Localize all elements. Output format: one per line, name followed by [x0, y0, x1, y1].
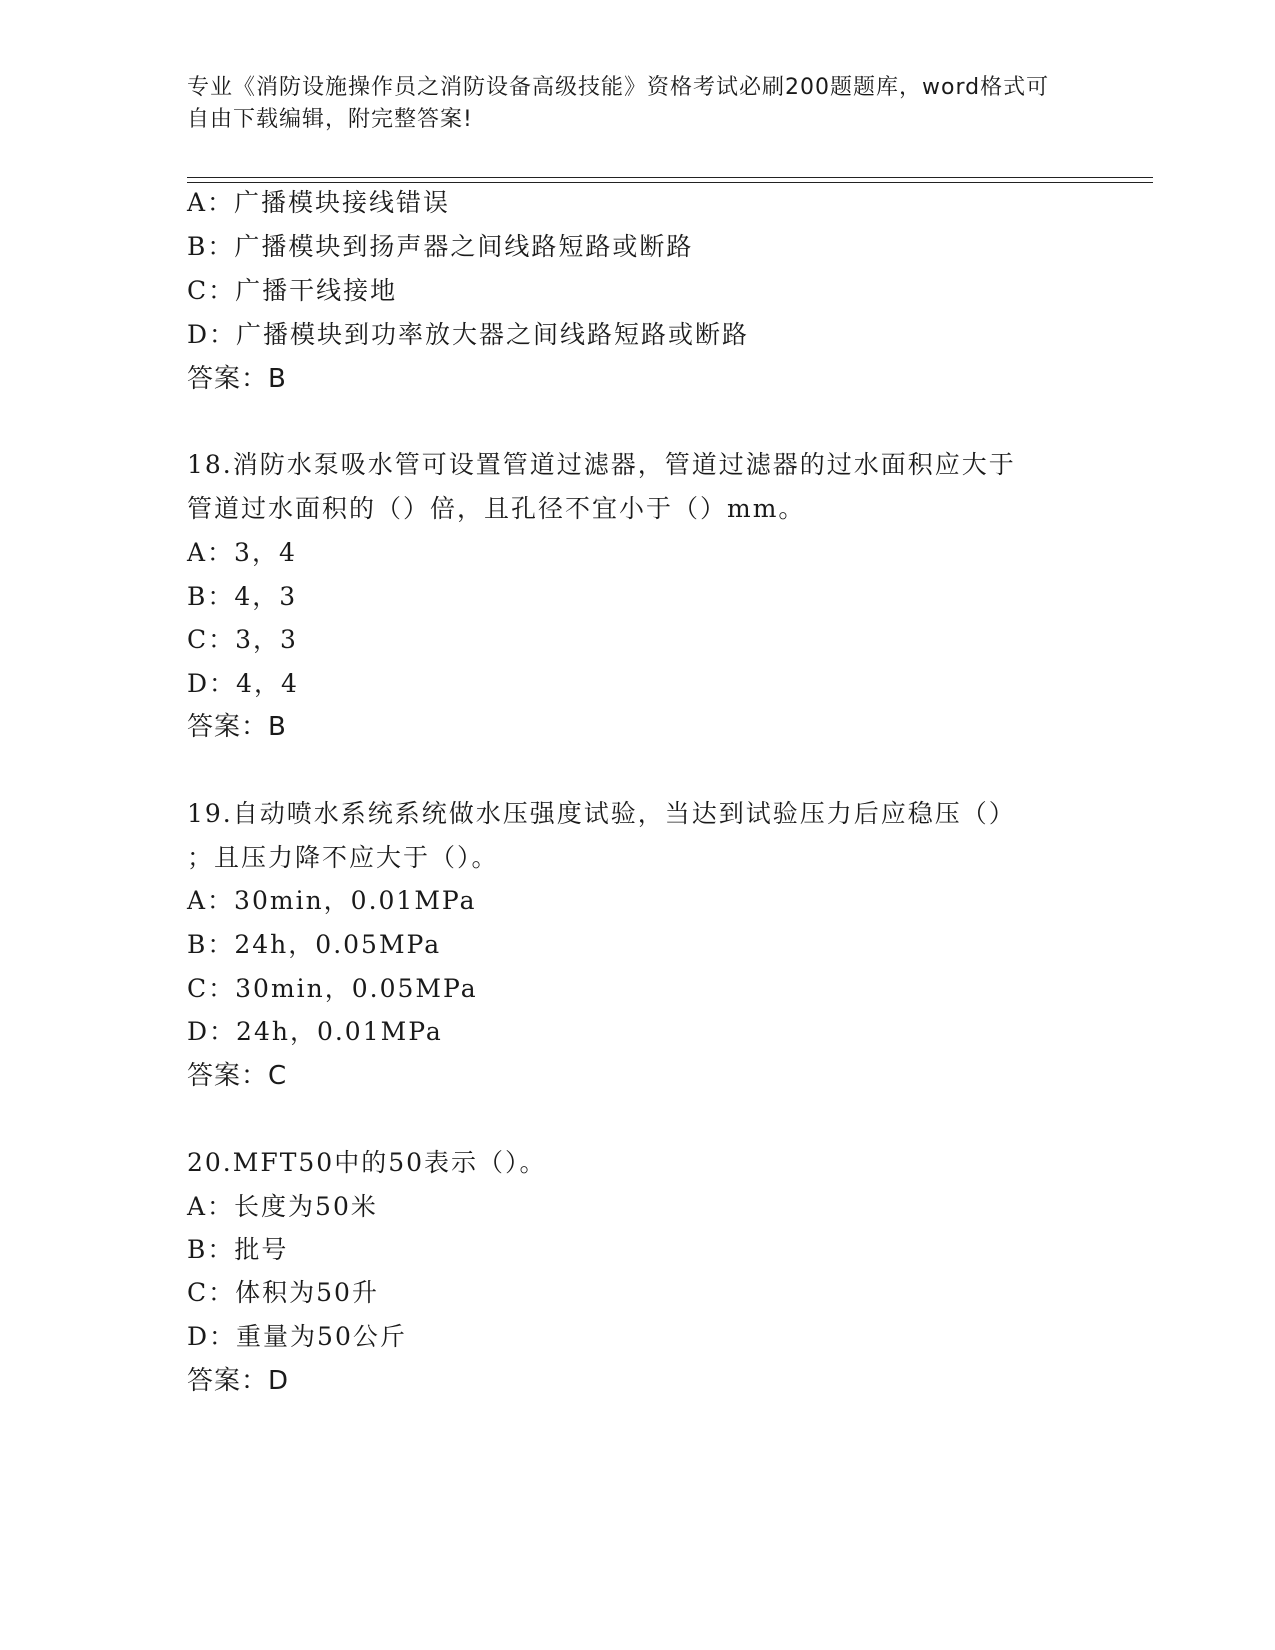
q17-option-c: C：广播干线接地 — [187, 276, 398, 305]
header-divider-top — [187, 177, 1153, 178]
q18-option-a: A：3，4 — [187, 538, 297, 567]
q20-answer: 答案：D — [187, 1366, 290, 1396]
q20-option-c: C：体积为50升 — [187, 1278, 379, 1307]
q18-stem-line-1: 18.消防水泵吸水管可设置管道过滤器，管道过滤器的过水面积应大于 — [187, 450, 1016, 479]
q17-option-d: D：广播模块到功率放大器之间线路短路或断路 — [187, 320, 750, 349]
q20-stem-line-1: 20.MFT50中的50表示（）。 — [187, 1148, 547, 1177]
q19-answer: 答案：C — [187, 1061, 288, 1091]
q18-option-d: D：4，4 — [187, 669, 299, 698]
document-header: 专业《消防设施操作员之消防设备高级技能》资格考试必刷200题题库，word格式可自由下载编辑，附完整答案! — [187, 75, 1050, 132]
q17-option-b: B：广播模块到扬声器之间线路短路或断路 — [187, 232, 694, 261]
q19-option-a: A：30min，0.01MPa — [187, 886, 477, 915]
q18-answer: 答案：B — [187, 712, 287, 742]
q19-option-c: C：30min，0.05MPa — [187, 974, 478, 1003]
q18-option-c: C：3，3 — [187, 625, 298, 654]
q19-stem-line-1: 19.自动喷水系统系统做水压强度试验，当达到试验压力后应稳压（） — [187, 799, 1016, 828]
q19-option-d: D：24h，0.01MPa — [187, 1017, 443, 1046]
q17-option-a: A：广播模块接线错误 — [187, 188, 451, 217]
q18-stem-line-2: 管道过水面积的（）倍，且孔径不宜小于（）mm。 — [187, 494, 806, 523]
q20-option-b: B：批号 — [187, 1235, 289, 1264]
q19-stem-line-2: ；且压力降不应大于（）。 — [187, 843, 499, 872]
header-divider-bottom — [187, 182, 1153, 183]
q20-option-a: A：长度为50米 — [187, 1192, 378, 1221]
q18-option-b: B：4，3 — [187, 582, 298, 611]
q20-option-d: D：重量为50公斤 — [187, 1322, 407, 1351]
q17-answer: 答案：B — [187, 364, 287, 394]
q19-option-b: B：24h，0.05MPa — [187, 930, 442, 959]
